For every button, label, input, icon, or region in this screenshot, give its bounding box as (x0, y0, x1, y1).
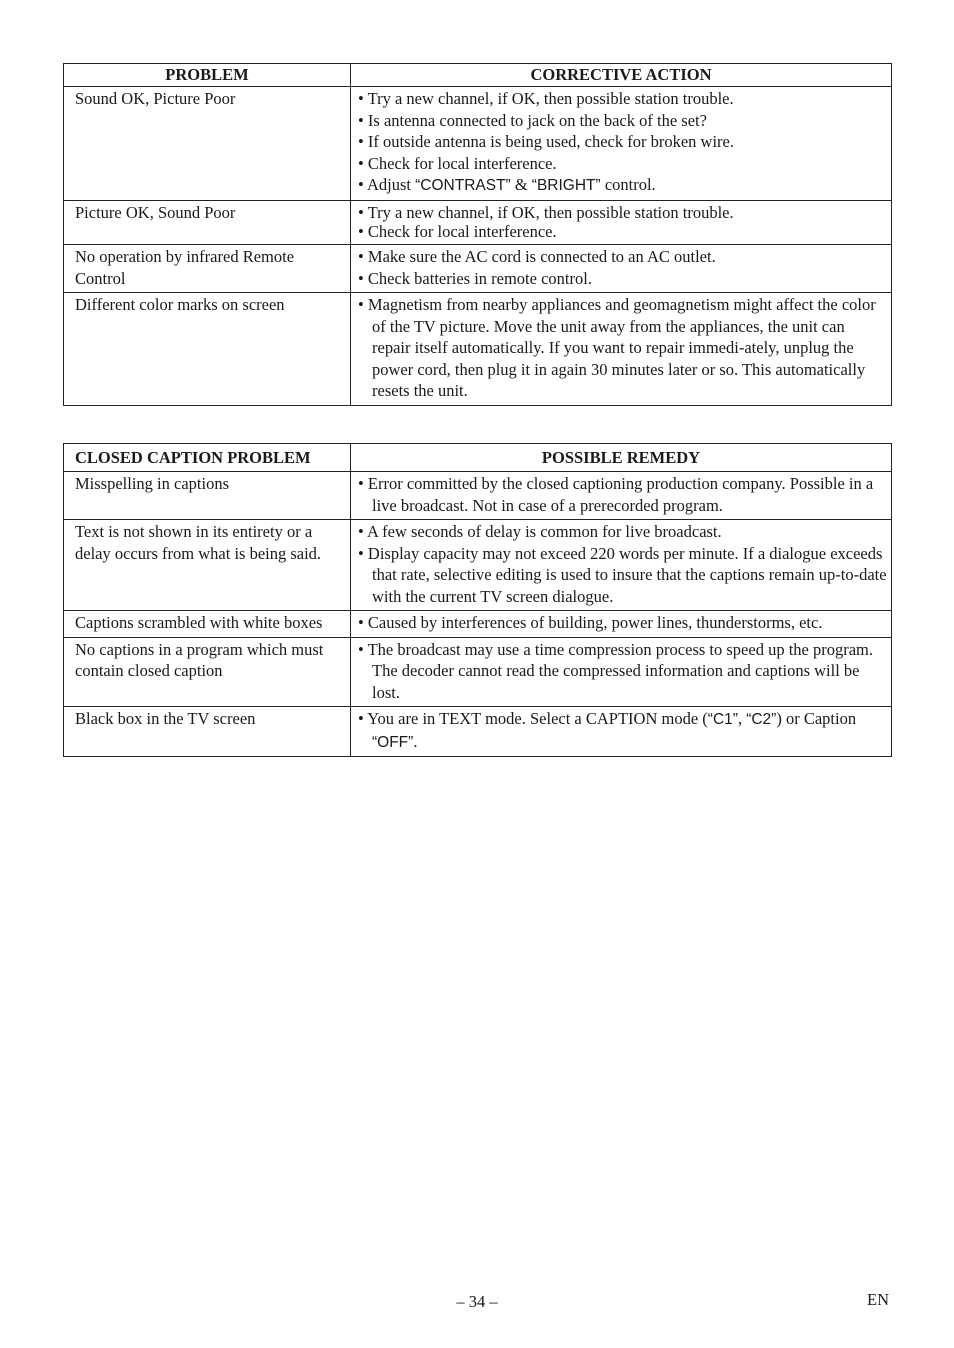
action-item: • Magnetism from nearby appliances and geomagnetism might affect the color of the TV picture. Move the unit away from the appliances, the unit can repair itself automatically. If you want to repair immedi-ately, unplug the power cord, then plug it in again 30 minutes later or so. This automatically resets the unit. (358, 295, 876, 400)
action-cell (351, 200, 892, 245)
problem-cell: Misspelling in captions (64, 472, 351, 520)
contrast-label: “CONTRAST” (415, 177, 511, 194)
remedy-item: • Display capacity may not exceed 220 words per minute. If a dialogue exceeds that rate, selective editing is used to insure that the captions remain up-to-date with the current TV screen dialogue. (358, 543, 887, 606)
action-item: • Make sure the AC cord is connected to an AC outlet. (358, 247, 716, 266)
action-item: • Try a new channel, if OK, then possible station trouble. (358, 202, 734, 222)
possible-remedy-header: POSSIBLE REMEDY (351, 444, 892, 472)
caption-problem-header: CLOSED CAPTION PROBLEM (64, 444, 351, 472)
action-cell (351, 245, 892, 293)
remedy-item: • The broadcast may use a time compression process to speed up the program. The decoder cannot read the compressed information and captions will be lost. (358, 639, 873, 702)
c1-label: “C1” (707, 711, 738, 728)
table-row (64, 87, 892, 201)
text-mode-suffix: . (413, 731, 418, 751)
table-row (64, 707, 892, 757)
off-label: “OFF” (372, 733, 414, 751)
remedy-item: • A few seconds of delay is common for live broadcast. (358, 522, 722, 541)
adjust-prefix: • Adjust (358, 175, 416, 194)
action-item: • Check for local interference. (358, 222, 557, 241)
table-row (64, 200, 892, 245)
remedy-item: • Caused by interferences of building, power lines, thunderstorms, etc. (358, 613, 823, 632)
remedy-cell (351, 637, 892, 707)
problem-cell: Black box in the TV screen (64, 707, 351, 757)
table-row (64, 245, 892, 293)
action-item: • If outside antenna is being used, check for broken wire. (358, 132, 734, 151)
c2-label: “C2” (746, 711, 777, 728)
remedy-cell (351, 520, 892, 611)
problem-cell: Different color marks on screen (64, 293, 351, 406)
problem-cell: Captions scrambled with white boxes (64, 611, 351, 638)
problem-cell: Text is not shown in its entirety or a delay occurs from what is being said. (64, 520, 351, 611)
language-code: EN (867, 1290, 889, 1309)
bright-label: “BRIGHT” (531, 177, 601, 194)
problem-cell: Picture OK, Sound Poor (64, 200, 351, 245)
table-header-row (64, 64, 892, 87)
action-item: • Check batteries in remote control. (358, 268, 592, 288)
text-mode-mid: ) or Caption (776, 709, 857, 728)
remedy-item-text-mode (358, 708, 887, 753)
action-cell (351, 87, 892, 201)
problem-cell: No captions in a program which must contain closed caption (64, 637, 351, 707)
text-mode-prefix: • You are in TEXT mode. Select a CAPTION mode ( (358, 709, 708, 728)
page-number: – 34 – (456, 1292, 498, 1311)
problem-header: PROBLEM (64, 64, 351, 87)
table-row (64, 293, 892, 406)
adjust-suffix: control. (600, 175, 656, 194)
action-item-adjust (358, 174, 887, 197)
problem-cell: No operation by infrared Remote Control (64, 245, 351, 293)
table-row (64, 520, 892, 611)
table-header-row (64, 444, 892, 472)
closed-caption-table (63, 443, 892, 757)
remedy-item: • Error committed by the closed captioning production company. Possible in a live broadcast. Not in case of a prerecorded program. (358, 474, 874, 515)
table-row (64, 637, 892, 707)
action-item: • Check for local interference. (358, 153, 557, 173)
ampersand: & (510, 175, 532, 194)
corrective-action-header: CORRECTIVE ACTION (351, 64, 892, 87)
troubleshooting-table (63, 63, 892, 406)
separator: , (737, 709, 747, 728)
table-row (64, 611, 892, 638)
remedy-cell (351, 707, 892, 757)
action-cell (351, 293, 892, 406)
table-row (64, 472, 892, 520)
action-item: • Try a new channel, if OK, then possible station trouble. (358, 89, 734, 108)
problem-cell: Sound OK, Picture Poor (64, 87, 351, 201)
remedy-cell (351, 611, 892, 638)
remedy-cell (351, 472, 892, 520)
action-item: • Is antenna connected to jack on the back of the set? (358, 110, 707, 130)
